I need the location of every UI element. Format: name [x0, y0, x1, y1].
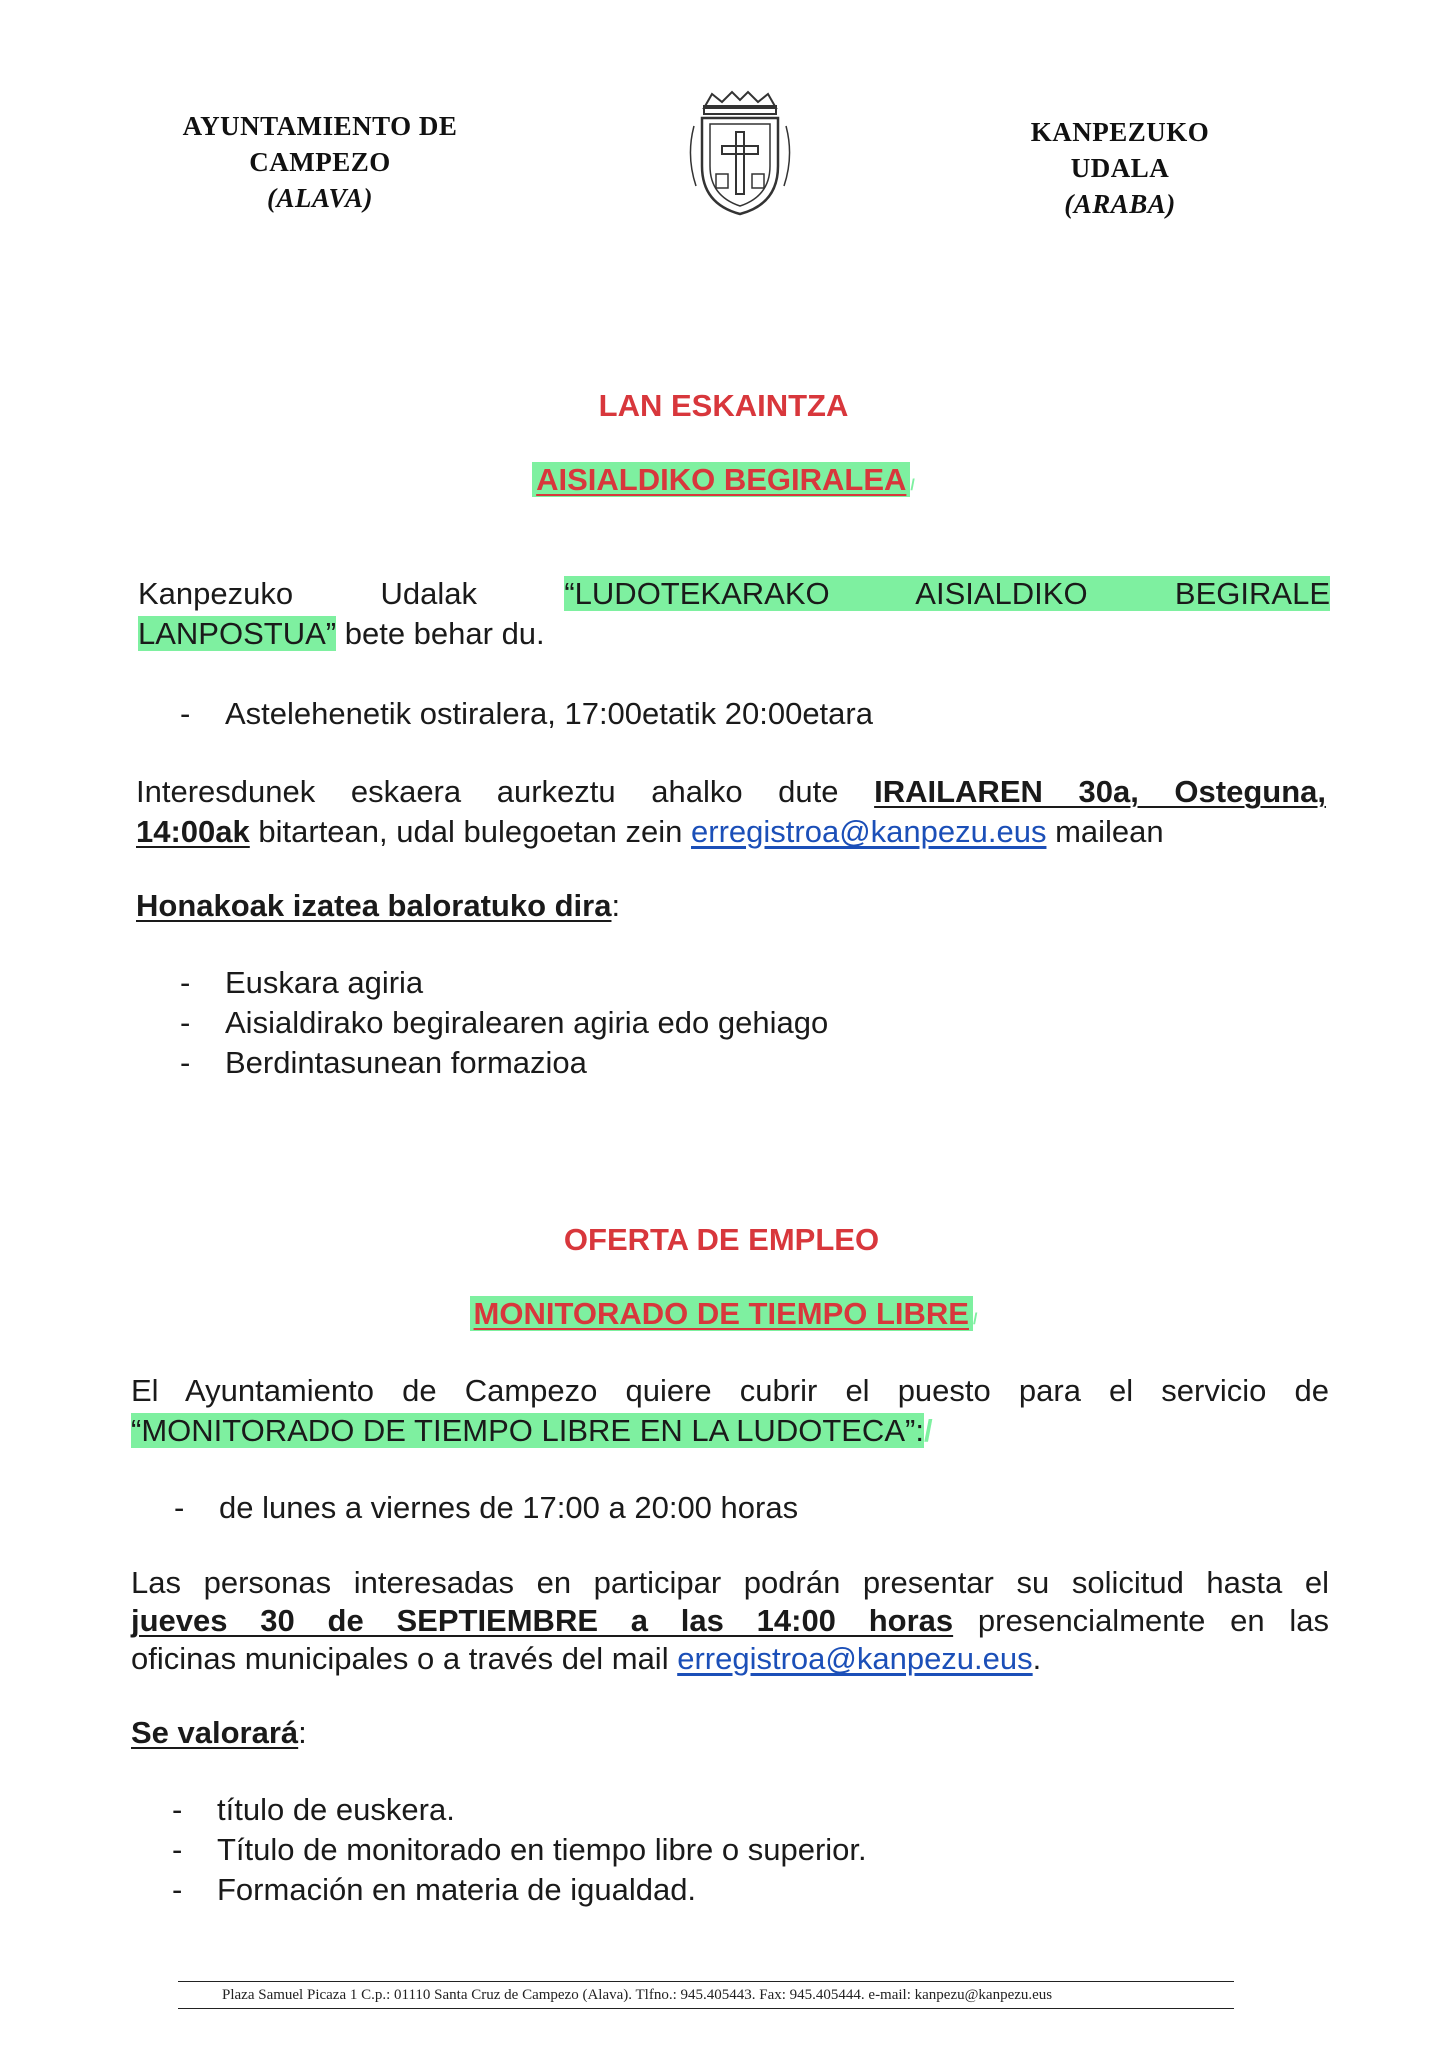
- spanish-subtitle: MONITORADO DE TIEMPO LIBRE: [470, 1296, 973, 1331]
- coat-of-arms-icon: [682, 86, 798, 218]
- spanish-valued-heading: Se valorará: [131, 1715, 299, 1750]
- list-item: - Euskara agiria: [180, 965, 424, 1000]
- spanish-intro-line1: [131, 1371, 1329, 1411]
- check-mark-icon: /: [910, 477, 915, 494]
- spanish-email-link[interactable]: erregistroa@kanpezu.eus: [677, 1641, 1033, 1676]
- basque-intro-line2: [138, 614, 1330, 654]
- spanish-apply-text1: Las personas interesadas en participar podrán presentar su solicitud hasta el: [131, 1565, 1329, 1600]
- basque-intro-highlight2: LANPOSTUA”: [138, 616, 337, 651]
- spanish-schedule-text: de lunes a viernes de 17:00 a 20:00 horas: [219, 1490, 799, 1525]
- list-item: - título de euskera.: [172, 1792, 455, 1827]
- spanish-intro-text: El Ayuntamiento de Campezo quiere cubrir el puesto para el servicio de: [131, 1373, 1329, 1408]
- basque-subtitle-wrap: [0, 462, 1447, 498]
- basque-intro-end: bete behar du.: [336, 616, 545, 651]
- spanish-valued-list: [172, 1790, 867, 1910]
- list-item: - Formación en materia de igualdad.: [172, 1872, 697, 1907]
- list-item: - Aisialdirako begiralearen agiria edo gehiago: [180, 1005, 829, 1040]
- basque-apply-start: Interesdunek eskaera aurkeztu ahalko dute: [136, 774, 875, 809]
- basque-apply-line2: [136, 812, 1326, 852]
- basque-intro-start: Kanpezuko Udalak: [138, 576, 477, 611]
- header-right: [950, 114, 1290, 222]
- spanish-valued-colon: :: [298, 1715, 307, 1750]
- spanish-title: OFERTA DE EMPLEO: [563, 1222, 880, 1257]
- spanish-apply-line3-start: oficinas municipales o a través del mail: [131, 1641, 678, 1676]
- check-mark-icon: /: [973, 1311, 978, 1328]
- footer-bottom-rule: [178, 2008, 1234, 2009]
- spanish-intro-highlight: “MONITORADO DE TIEMPO LIBRE EN LA LUDOTECA”:: [131, 1413, 924, 1448]
- header-left-line3: (ALAVA): [266, 183, 373, 213]
- spanish-apply-line3: [131, 1639, 1041, 1679]
- spanish-schedule: - de lunes a viernes de 17:00 a 20:00 horas: [174, 1490, 799, 1525]
- basque-schedule-text: Astelehenetik ostiralera, 17:00etatik 20:00etara: [225, 696, 873, 731]
- header-left: [150, 108, 490, 216]
- footer-top-rule: [178, 1981, 1234, 1982]
- spanish-intro-line2: [131, 1411, 933, 1451]
- header-left-line1: AYUNTAMIENTO DE: [182, 111, 458, 141]
- basque-apply-deadline2: 14:00ak: [136, 814, 250, 849]
- spanish-valued: [131, 1713, 307, 1753]
- spanish-apply-line1: [131, 1563, 1329, 1603]
- list-item: - Berdintasunean formazioa: [180, 1045, 587, 1080]
- basque-apply-line1: [136, 772, 1326, 812]
- basque-valued: [136, 886, 620, 926]
- basque-title: LAN ESKAINTZA: [598, 388, 849, 423]
- basque-apply-deadline1: IRAILAREN 30a, Osteguna,: [874, 774, 1326, 809]
- spanish-apply-mid: presencialmente en las: [953, 1603, 1329, 1638]
- header-right-line1: KANPEZUKO: [1030, 117, 1210, 147]
- basque-email-link[interactable]: erregistroa@kanpezu.eus: [691, 814, 1047, 849]
- basque-intro-highlight1: “LUDOTEKARAKO AISIALDIKO BEGIRALE: [564, 576, 1330, 611]
- list-item: - Título de monitorado en tiempo libre o superior.: [172, 1832, 867, 1867]
- basque-valued-list: [180, 963, 828, 1083]
- spanish-apply-end: .: [1032, 1641, 1042, 1676]
- header-right-line2: UDALA: [1070, 153, 1170, 183]
- footer-address: Plaza Samuel Picaza 1 C.p.: 01110 Santa Cruz de Campezo (Alava). Tlfno.: 945.405443. Fax: 945.405444. e-mail: kanpezu@kanpezu.eus: [222, 1987, 1053, 2003]
- basque-schedule: - Astelehenetik ostiralera, 17:00etatik 20:00etara: [180, 696, 873, 731]
- spanish-subtitle-wrap: [0, 1296, 1447, 1332]
- header-left-line2: CAMPEZO: [249, 147, 391, 177]
- check-mark-icon: /: [923, 1413, 933, 1448]
- basque-apply-mid: bitartean, udal bulegoetan zein: [249, 814, 692, 849]
- basque-intro: [138, 574, 1330, 614]
- basque-subtitle: AISIALDIKO BEGIRALEA: [532, 462, 910, 497]
- basque-valued-heading: Honakoak izatea baloratuko dira: [136, 888, 612, 923]
- basque-apply-end: mailean: [1046, 814, 1164, 849]
- basque-valued-colon: :: [611, 888, 621, 923]
- header-right-line3: (ARABA): [1064, 189, 1176, 219]
- spanish-apply-deadline: jueves 30 de SEPTIEMBRE a las 14:00 horas: [131, 1603, 954, 1638]
- spanish-apply-line2: [131, 1601, 1329, 1641]
